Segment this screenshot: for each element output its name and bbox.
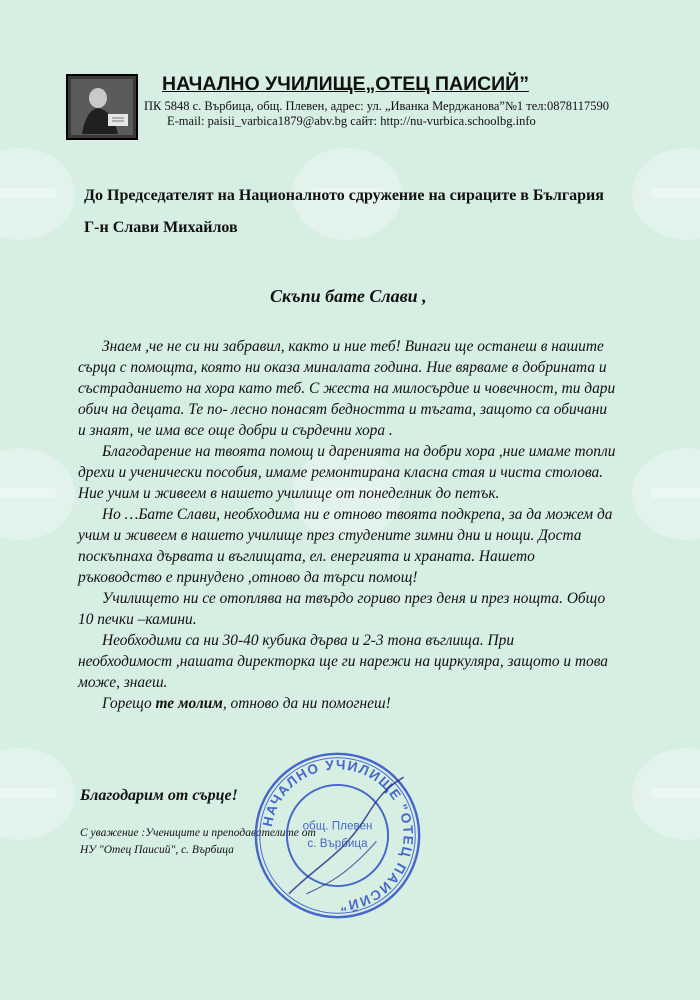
watermark-right-3 (632, 748, 700, 840)
paragraph-2 (78, 441, 668, 504)
p1-line-5: и знаят, че има все още добри и сърдечни хора . (78, 422, 393, 439)
p4-line-1: Училището ни се отоплява на твърдо гориво през деня и през нощта. Общо (102, 590, 606, 607)
school-name: НАЧАЛНО УЧИЛИЩЕ„ОТЕЦ ПАИСИЙ” (162, 73, 529, 95)
paragraph-3 (78, 504, 668, 588)
p1-line-3: състраданието на хора като теб. С жеста на милосърдие и човечност, ти дари (78, 380, 616, 397)
school-address: ПК 5848 с. Върбица, общ. Плевен, адрес: ул. „Иванка Мерджанова”№1 тел:0878117590 (144, 99, 610, 113)
p2-line-3: Ние учим и живеем в нашето училище от понеделник до петък. (78, 485, 500, 502)
p1-line-1: Знаем ,че не си ни забравил, както и ние теб! Винаги ще останеш в нашите (102, 338, 604, 355)
p5-line-1: Необходими са ни 30-40 кубика дърва и 2-3 тона въглища. При (102, 632, 515, 649)
regards-line-2: НУ "Отец Паисий", с. Върбица (80, 844, 234, 856)
p6-after: , отново да ни помогнеш! (222, 695, 391, 712)
p3-line-1: Но …Бате Слави, необходима ни е отново твоята подкрепа, за да можем да (102, 506, 613, 523)
school-stamp (250, 748, 425, 923)
paragraph-1 (78, 336, 668, 441)
school-logo (66, 74, 138, 140)
regards-line-1: С уважение :Учениците и преподавателите от (80, 827, 316, 839)
svg-text:НАЧАЛНО УЧИЛИЩЕ "ОТЕЦ ПАИСИЙ": НАЧАЛНО УЧИЛИЩЕ "ОТЕЦ ПАИСИЙ" (259, 757, 416, 914)
paragraph-5 (78, 630, 668, 693)
p2-line-1: Благодарение на твоята помощ и даренията на добри хора ,ние имаме топли (102, 443, 616, 460)
portrait-icon (68, 76, 136, 138)
recipient-line-1: До Председателят на Националното сдружение на сираците в България (84, 187, 604, 204)
p3-line-4: ръководство е принудено ,отново да търси помощ! (78, 569, 418, 586)
watermark-left-2 (0, 448, 75, 540)
school-contacts: E-mail: paisii_varbica1879@abv.bg сайт: http://nu-vurbica.schoolbg.info (167, 114, 536, 128)
p4-line-2: 10 печки –камини. (78, 611, 197, 628)
paragraph-4 (78, 588, 668, 630)
p5-line-2: необходимост ,нашата директорка ще ги нарежи на циркуляра, защото и това (78, 653, 608, 670)
p5-line-3: може, знаеш. (78, 674, 168, 691)
p3-line-3: поскъпнаха дървата и въглищата, ел. енергията и храната. Нашето (78, 548, 535, 565)
p1-line-4: обич на децата. Те по- лесно понасят бедността и тъгата, защото са обичани (78, 401, 608, 418)
p3-line-2: учим и живеем в нашето училище през студените зимни дни и нощи. Доста (78, 527, 582, 544)
svg-text:общ. Плевен: общ. Плевен (302, 819, 373, 833)
p1-line-2: сърца с помощта, която ни оказа миналата година. Ние вярваме в добрината и (78, 359, 607, 376)
letter-body (78, 336, 668, 714)
watermark-left-3 (0, 748, 75, 840)
p6-bold: те молим (155, 695, 223, 712)
closing-thanks: Благодарим от сърце! (80, 787, 238, 804)
svg-text:с. Върбица: с. Върбица (307, 837, 368, 851)
stamp-seal-icon (250, 748, 425, 923)
p2-line-2: дрехи и ученически пособия, имаме ремонтирана класна стая и чиста столова. (78, 464, 604, 481)
watermark-left-1 (0, 148, 75, 240)
watermark-right-1 (632, 148, 700, 240)
recipient-line-2: Г-н Слави Михайлов (84, 219, 238, 236)
p6-before: Горещо (102, 695, 156, 712)
paragraph-6 (78, 693, 668, 714)
salutation: Скъпи бате Слави , (270, 286, 427, 306)
